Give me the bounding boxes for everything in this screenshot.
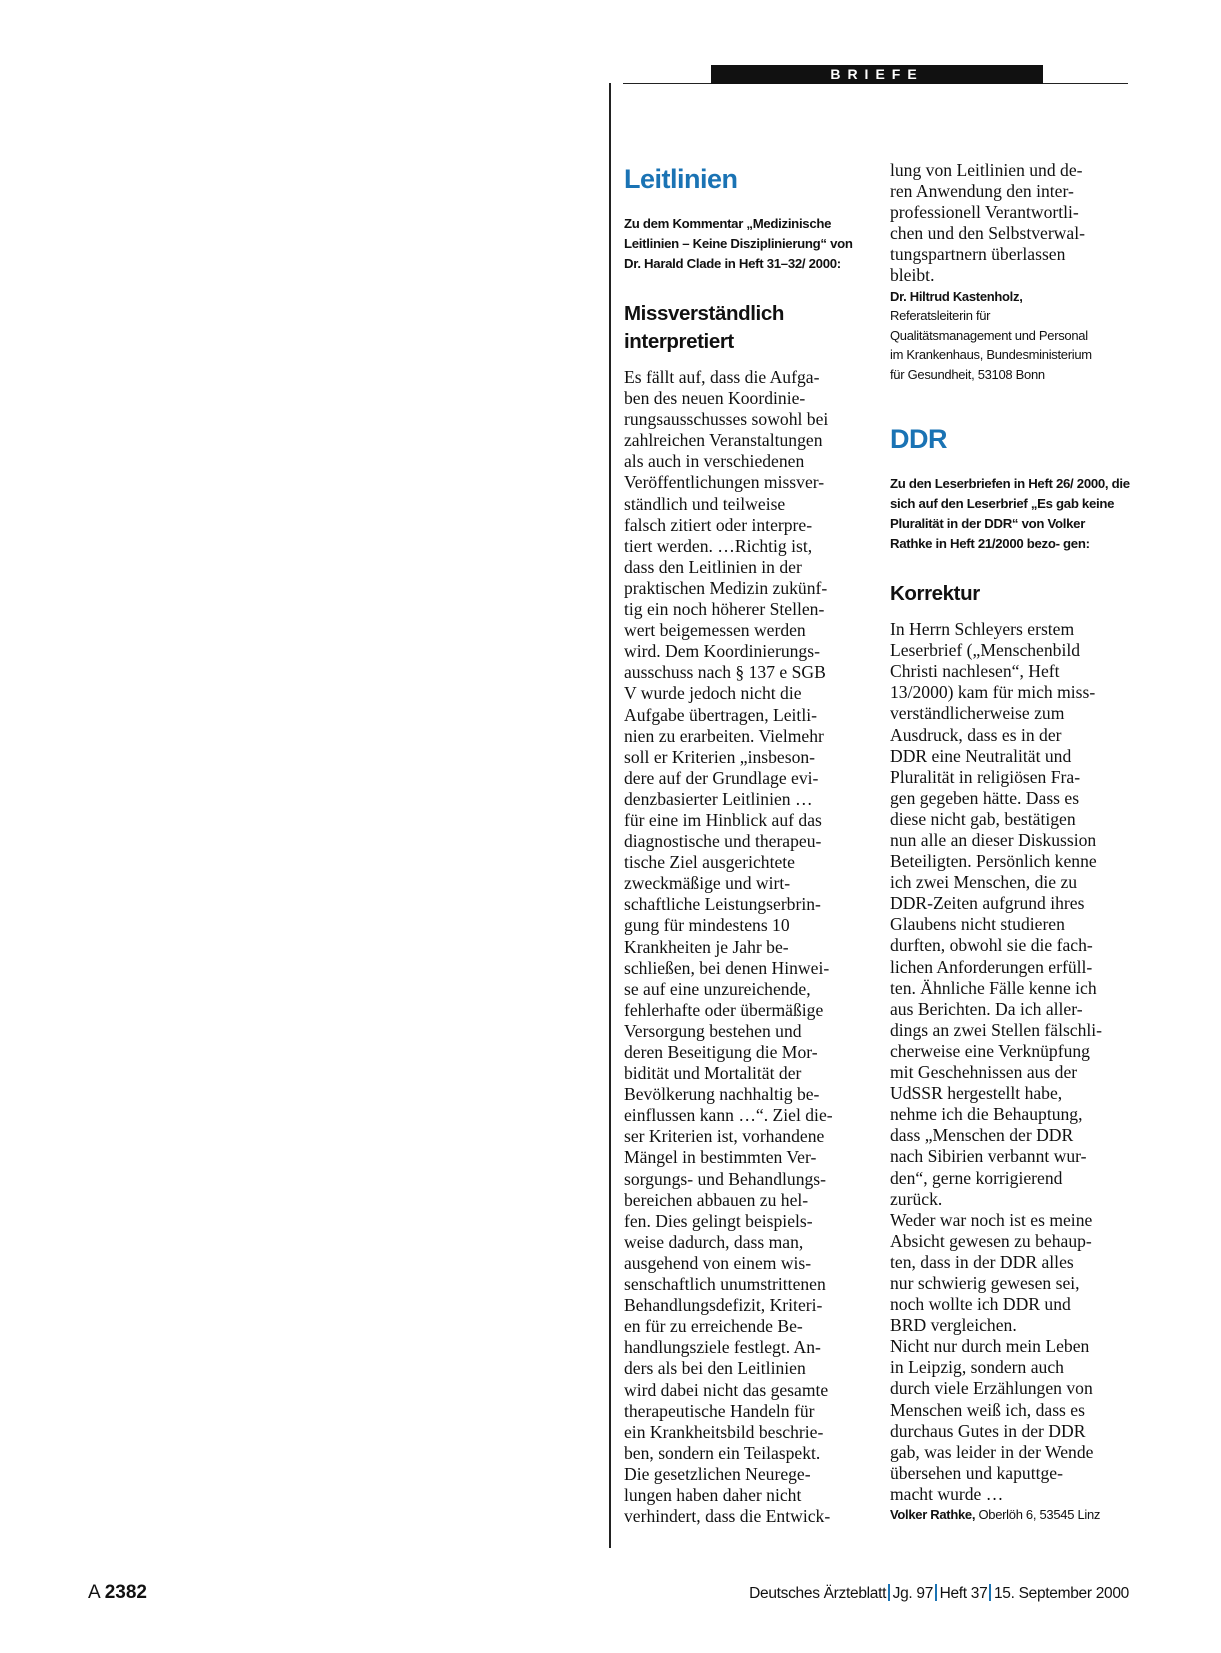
journal-volume: Jg. 97 — [892, 1585, 934, 1602]
letter-body-leitlinien-part2: lung von Leitlinien und de- ren Anwendung den inter- professionell Verantwortli- chen und den Selbstverwal- tungspartnern überlassen bleibt. — [890, 160, 1085, 286]
column-1 — [624, 162, 865, 1527]
footer-separator — [989, 1584, 991, 1601]
signature-rathke — [890, 1505, 1130, 1525]
page-number-value: 2382 — [104, 1582, 147, 1603]
signature-detail: Oberlöh 6, 53545 Linz — [978, 1507, 1101, 1522]
section-header-briefe: BRIEFE — [711, 65, 1043, 84]
signature-name: Volker Rathke, — [890, 1507, 976, 1522]
letter-body-ddr: In Herrn Schleyers erstem Leserbrief („Menschenbild Christi nachlesen“, Heft 13/2000) kam für mich miss- verständlicherweise zum Ausdruck, dass es in der DDR eine Neutralität und Pluralität in religiösen Fra- gen gegeben hätte. Dass es diese nicht gab, bestätigen nun alle an dieser Diskussion Beteiligten. Persönlich kenne ich zwei Menschen, die zu DDR-Zeiten aufgrund ihres Glaubens nicht studieren durften, obwohl sie die fach- lichen Anforderungen erfüll- ten. Ähnliche Fälle kenne ich aus Berichten. Da ich aller- dings an zwei Stellen fälschli- cherweise eine Verknüpfung mit Geschehnissen aus der UdSSR hergestellt habe, nehme ich die Behauptung, dass „Menschen der DDR nach Sibirien verbannt wur- den“, gerne korrigierend zurück. Weder war noch ist es meine Absicht gewesen zu behaup- ten, dass in der DDR alles nur schwierig gewesen sei, noch wollte ich DDR und BRD vergleichen. Nicht nur durch mein Leben in Leipzig, sondern auch durch viele Erzählungen von Menschen weiß ich, dass es durchaus Gutes in der DDR gab, was leider in der Wende übersehen und kaputtge- macht wurde … — [890, 619, 1103, 1504]
page-number — [88, 1581, 147, 1605]
journal-issue: Heft 37 — [939, 1585, 988, 1602]
letter-title-korrektur: Korrektur — [890, 582, 980, 606]
section-title-ddr: DDR — [890, 424, 947, 455]
letter-body-leitlinien-part1: Es fällt auf, dass die Aufga- ben des neuen Koordinie- rungsausschusses sowohl bei zahlreichen Veranstaltungen als auch in verschiedenen Veröffentlichungen missver- ständlich und teilweise falsch zitiert oder interpre- tiert werden. …Richtig ist, dass den Leitlinien in der praktischen Medizin zukünf- tig ein noch höherer Stellen- wert beigemessen werden wird. Dem Koordinierungs- ausschuss nach § 137 e SGB V wurde jedoch nicht die Aufgabe übertragen, Leitli- nien zu erarbeiten. Vielmehr soll er Kriterien „insbeson- dere auf der Grundlage evi- denzbasierter Leitlinien … für eine im Hinblick auf das diagnostische und therapeu- tische Ziel ausgerichtete zweckmäßige und wirt- schaftliche Leistungserbrin- gung für mindestens 10 Krankheiten je Jahr be- schließen, bei denen Hinwei- se auf eine unzureichende, fehlerhafte oder übermäßige Versorgung bestehen und deren Beseitigung die Mor- bidität und Mortalität der Bevölkerung nachhaltig be- einflussen kann …“. Ziel die- ser Kriterien ist, vorhandene Mängel in bestimmten Ver- sorgungs- und Behandlungs- bereichen abbauen zu hel- fen. Dies gelingt beispiels- weise dadurch, dass man, ausgehend von einem wis- senschaftlich unumstrittenen Behandlungsdefizit, Kriteri- en für zu erreichende Be- handlungsziele festlegt. An- ders als bei den Leitlinien wird dabei nicht das gesamte therapeutische Handeln für ein Krankheitsbild beschrie- ben, sondern ein Teilaspekt. Die gesetzlichen Neurege- lungen haben daher nicht verhindert, dass die Entwick- — [624, 367, 833, 1527]
column-2 — [890, 160, 1130, 1525]
journal-date: 15. September 2000 — [993, 1585, 1129, 1602]
footer-citation — [727, 1584, 1129, 1604]
column-divider — [609, 83, 611, 1548]
footer-separator — [935, 1584, 937, 1601]
section-title-leitlinien: Leitlinien — [624, 164, 738, 194]
intro-ddr: Zu den Leserbriefen in Heft 26/ 2000, die sich auf den Leserbrief „Es gab keine Pluralität in der DDR“ von Volker Rathke in Heft 21/2000 bezo- gen: — [890, 476, 1130, 552]
journal-name: Deutsches Ärzteblatt — [749, 1585, 887, 1602]
signature-name: Dr. Hiltrud Kastenholz, — [890, 288, 1023, 304]
letter-title-missverstaendlich: Missverständlich interpretiert — [624, 302, 784, 353]
page-prefix: A — [88, 1582, 101, 1603]
signature-kastenholz — [890, 287, 1130, 385]
footer-separator — [888, 1584, 890, 1601]
signature-detail: Referatsleiterin für Qualitätsmanagement und Personal im Krankenhaus, Bundesministerium für Gesundheit, 53108 Bonn — [890, 308, 1092, 382]
intro-leitlinien: Zu dem Kommentar „Medizinische Leitlinien – Keine Disziplinierung“ von Dr. Harald Clade in Heft 31–32/ 2000: — [624, 216, 853, 271]
